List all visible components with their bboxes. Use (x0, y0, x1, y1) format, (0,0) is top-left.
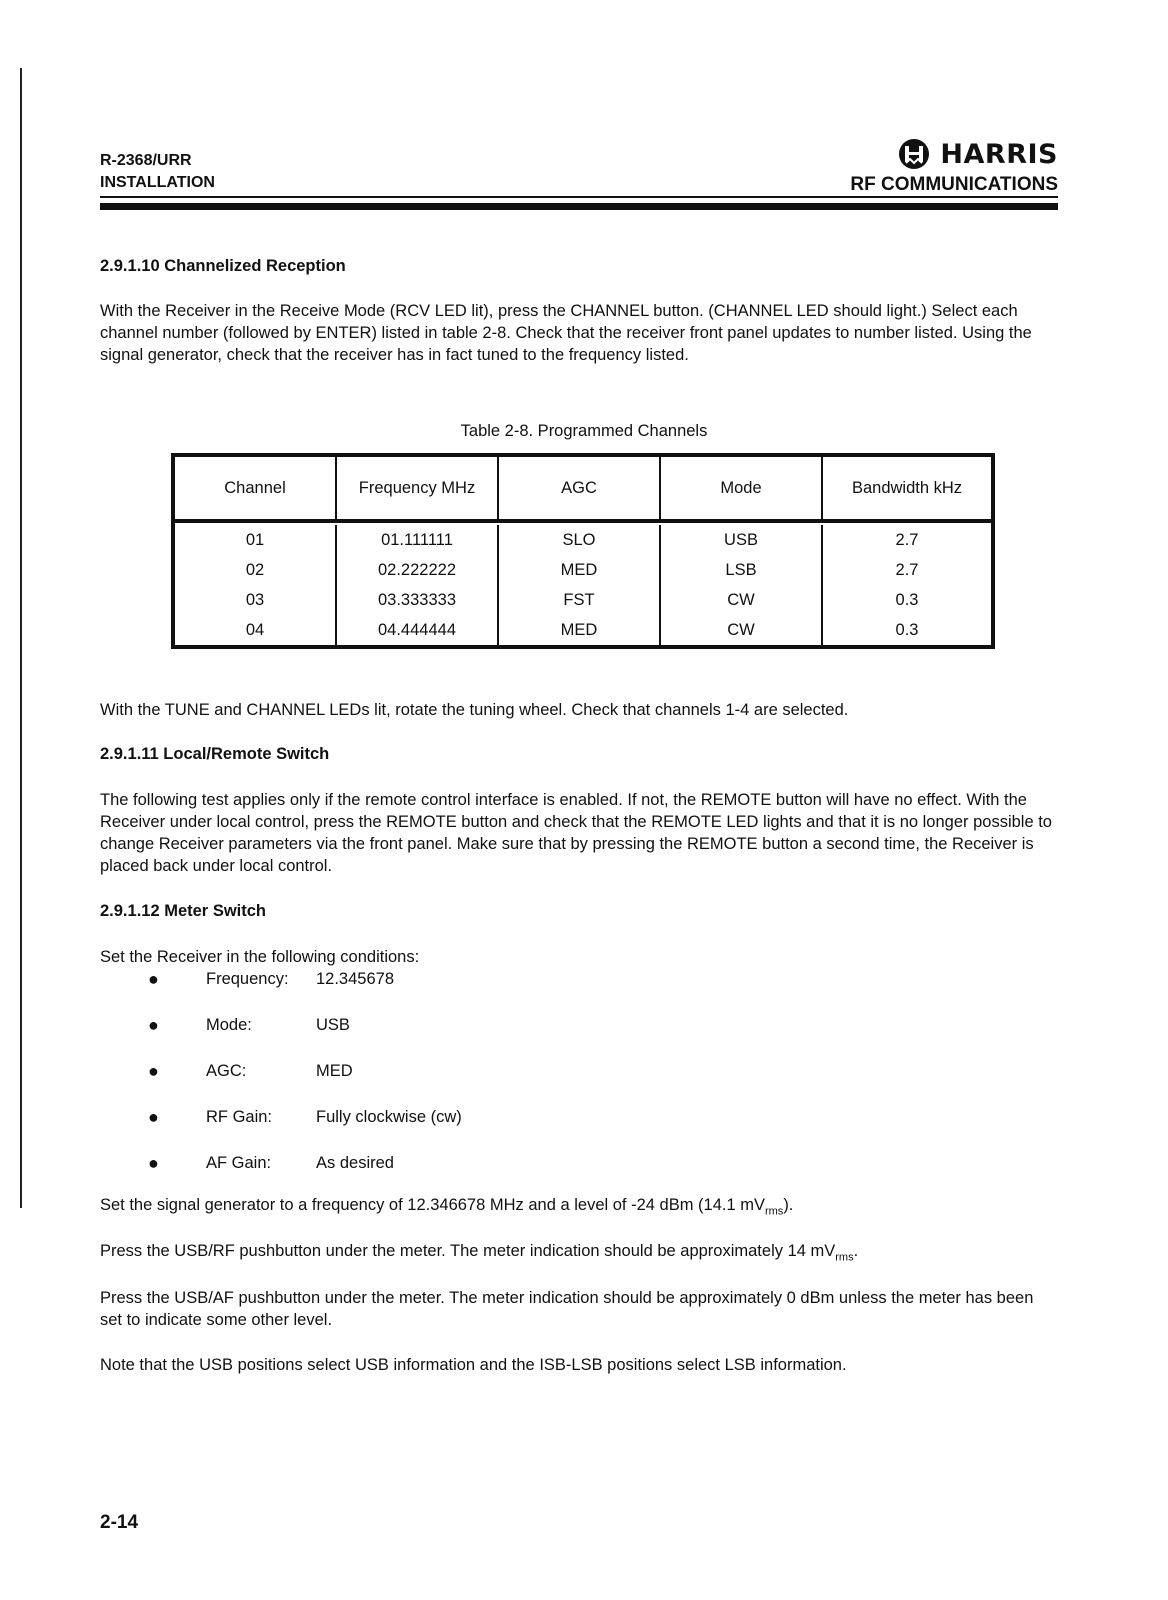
table-header-cell: Mode (661, 457, 823, 519)
table-cell: 02.222222 (337, 555, 499, 585)
margin-rule (20, 68, 22, 1208)
text-run: ). (783, 1196, 794, 1214)
table-header-cell: Frequency MHz (337, 457, 499, 519)
condition-label: RF Gain: (206, 1108, 273, 1126)
table-header-row (175, 457, 991, 523)
brand-name: HARRIS (940, 138, 1058, 170)
programmed-channels-table (171, 453, 995, 649)
condition-label: AF Gain: (206, 1154, 272, 1172)
list-item (148, 968, 462, 1014)
table-cell: USB (661, 525, 823, 555)
paragraph-conditions-intro: Set the Receiver in the following conditions: (100, 948, 420, 966)
table-header-cell: Bandwidth kHz (851, 478, 963, 497)
table-row (175, 585, 991, 615)
paragraph-signal-generator (100, 1194, 1058, 1222)
bullet-icon: ● (148, 1015, 159, 1035)
condition-label: Mode: (206, 1016, 252, 1034)
table-cell: FST (499, 585, 661, 615)
text-run: . (853, 1242, 859, 1260)
paragraph-usb-note: Note that the USB positions select USB information and the ISB-LSB positions select LSB information. (100, 1356, 847, 1374)
condition-label: AGC: (206, 1062, 247, 1080)
section-name: INSTALLATION (100, 174, 215, 191)
table-cell: 01.111111 (337, 525, 499, 555)
brand-block (850, 138, 1058, 196)
condition-value: As desired (316, 1154, 394, 1172)
doc-id: R-2368/URR (100, 152, 192, 169)
table-cell: 03 (175, 585, 337, 615)
table-cell: 03.333333 (337, 585, 499, 615)
text-run: Set the signal generator to a frequency of 12.346678 MHz and a level of -24 dBm (14.1 mV (100, 1196, 765, 1214)
header-rule-thick (100, 203, 1058, 210)
bullet-icon: ● (148, 1107, 159, 1127)
condition-value: Fully clockwise (cw) (316, 1108, 462, 1126)
table-cell: CW (661, 585, 823, 615)
table-row (175, 555, 991, 585)
list-item (148, 1106, 462, 1152)
table-cell: LSB (661, 555, 823, 585)
page-number: 2-14 (100, 1512, 139, 1533)
list-item (148, 1014, 462, 1060)
condition-value: 12.345678 (316, 970, 394, 988)
table-cell: 02 (175, 555, 337, 585)
section-heading-local-remote: 2.9.1.11 Local/Remote Switch (100, 745, 330, 763)
list-item (148, 1060, 462, 1106)
table-cell: CW (661, 615, 823, 645)
paragraph-usb-af: Press the USB/AF pushbutton under the meter. The meter indication should be approximately 0 dBm unless the meter has been set to indicate some other level. (100, 1289, 1034, 1329)
list-item (148, 1152, 462, 1198)
section-heading-meter-switch: 2.9.1.12 Meter Switch (100, 902, 266, 920)
subscript: rms (835, 1251, 854, 1264)
bullet-icon: ● (148, 1061, 159, 1081)
table-cell: MED (499, 615, 661, 645)
subscript: rms (764, 1205, 784, 1218)
table-row (175, 525, 991, 555)
running-header (100, 150, 215, 194)
paragraph-usb-rf (100, 1240, 1058, 1268)
conditions-list (148, 968, 462, 1198)
bullet-icon: ● (148, 1153, 159, 1173)
paragraph-local-remote: The following test applies only if the remote control interface is enabled. If not, the REMOTE button will have no effect. With the Receiver under local control, press the REMOTE button and check that the REMOTE LED lights and that it is no longer possible to change Receiver parameters via the front panel. Make sure that by pressing the REMOTE button a second time, the Receiver is placed back under local control. (100, 791, 1052, 875)
bullet-icon: ● (148, 969, 159, 989)
table-cell: 0.3 (895, 591, 919, 609)
table-cell: 04 (175, 615, 337, 645)
table-cell: 01 (175, 525, 337, 555)
table-cell: 0.3 (895, 621, 919, 639)
paragraph-tuning-wheel: With the TUNE and CHANNEL LEDs lit, rotate the tuning wheel. Check that channels 1-4 are selected. (100, 701, 849, 719)
table-cell: 2.7 (895, 531, 919, 549)
table-cell: MED (499, 555, 661, 585)
condition-value: MED (316, 1062, 353, 1080)
table-row (175, 615, 991, 645)
paragraph-channelized: With the Receiver in the Receive Mode (RCV LED lit), press the CHANNEL button. (CHANNEL LED should light.) Select each channel number (followed by ENTER) listed in table 2-8. Check that the receiver front panel updates to number listed. Using the signal generator, check that the receiver has in fact tuned to the frequency listed. (100, 302, 1032, 364)
table-caption: Table 2-8. Programmed Channels (460, 422, 708, 440)
section-heading-channelized: 2.9.1.10 Channelized Reception (100, 257, 346, 275)
table-cell: 2.7 (895, 561, 919, 579)
table-cell: 04.444444 (337, 615, 499, 645)
table-header-cell: AGC (499, 457, 661, 519)
table-header-cell: Channel (175, 457, 337, 519)
harris-logo-icon (898, 138, 930, 170)
brand-subtitle: RF COMMUNICATIONS (850, 174, 1058, 195)
condition-value: USB (316, 1016, 350, 1034)
text-run: Press the USB/RF pushbutton under the meter. The meter indication should be approximately 14 mV (100, 1242, 836, 1260)
table-cell: SLO (499, 525, 661, 555)
header-rule-thin (100, 196, 1058, 198)
condition-label: Frequency: (206, 970, 289, 988)
